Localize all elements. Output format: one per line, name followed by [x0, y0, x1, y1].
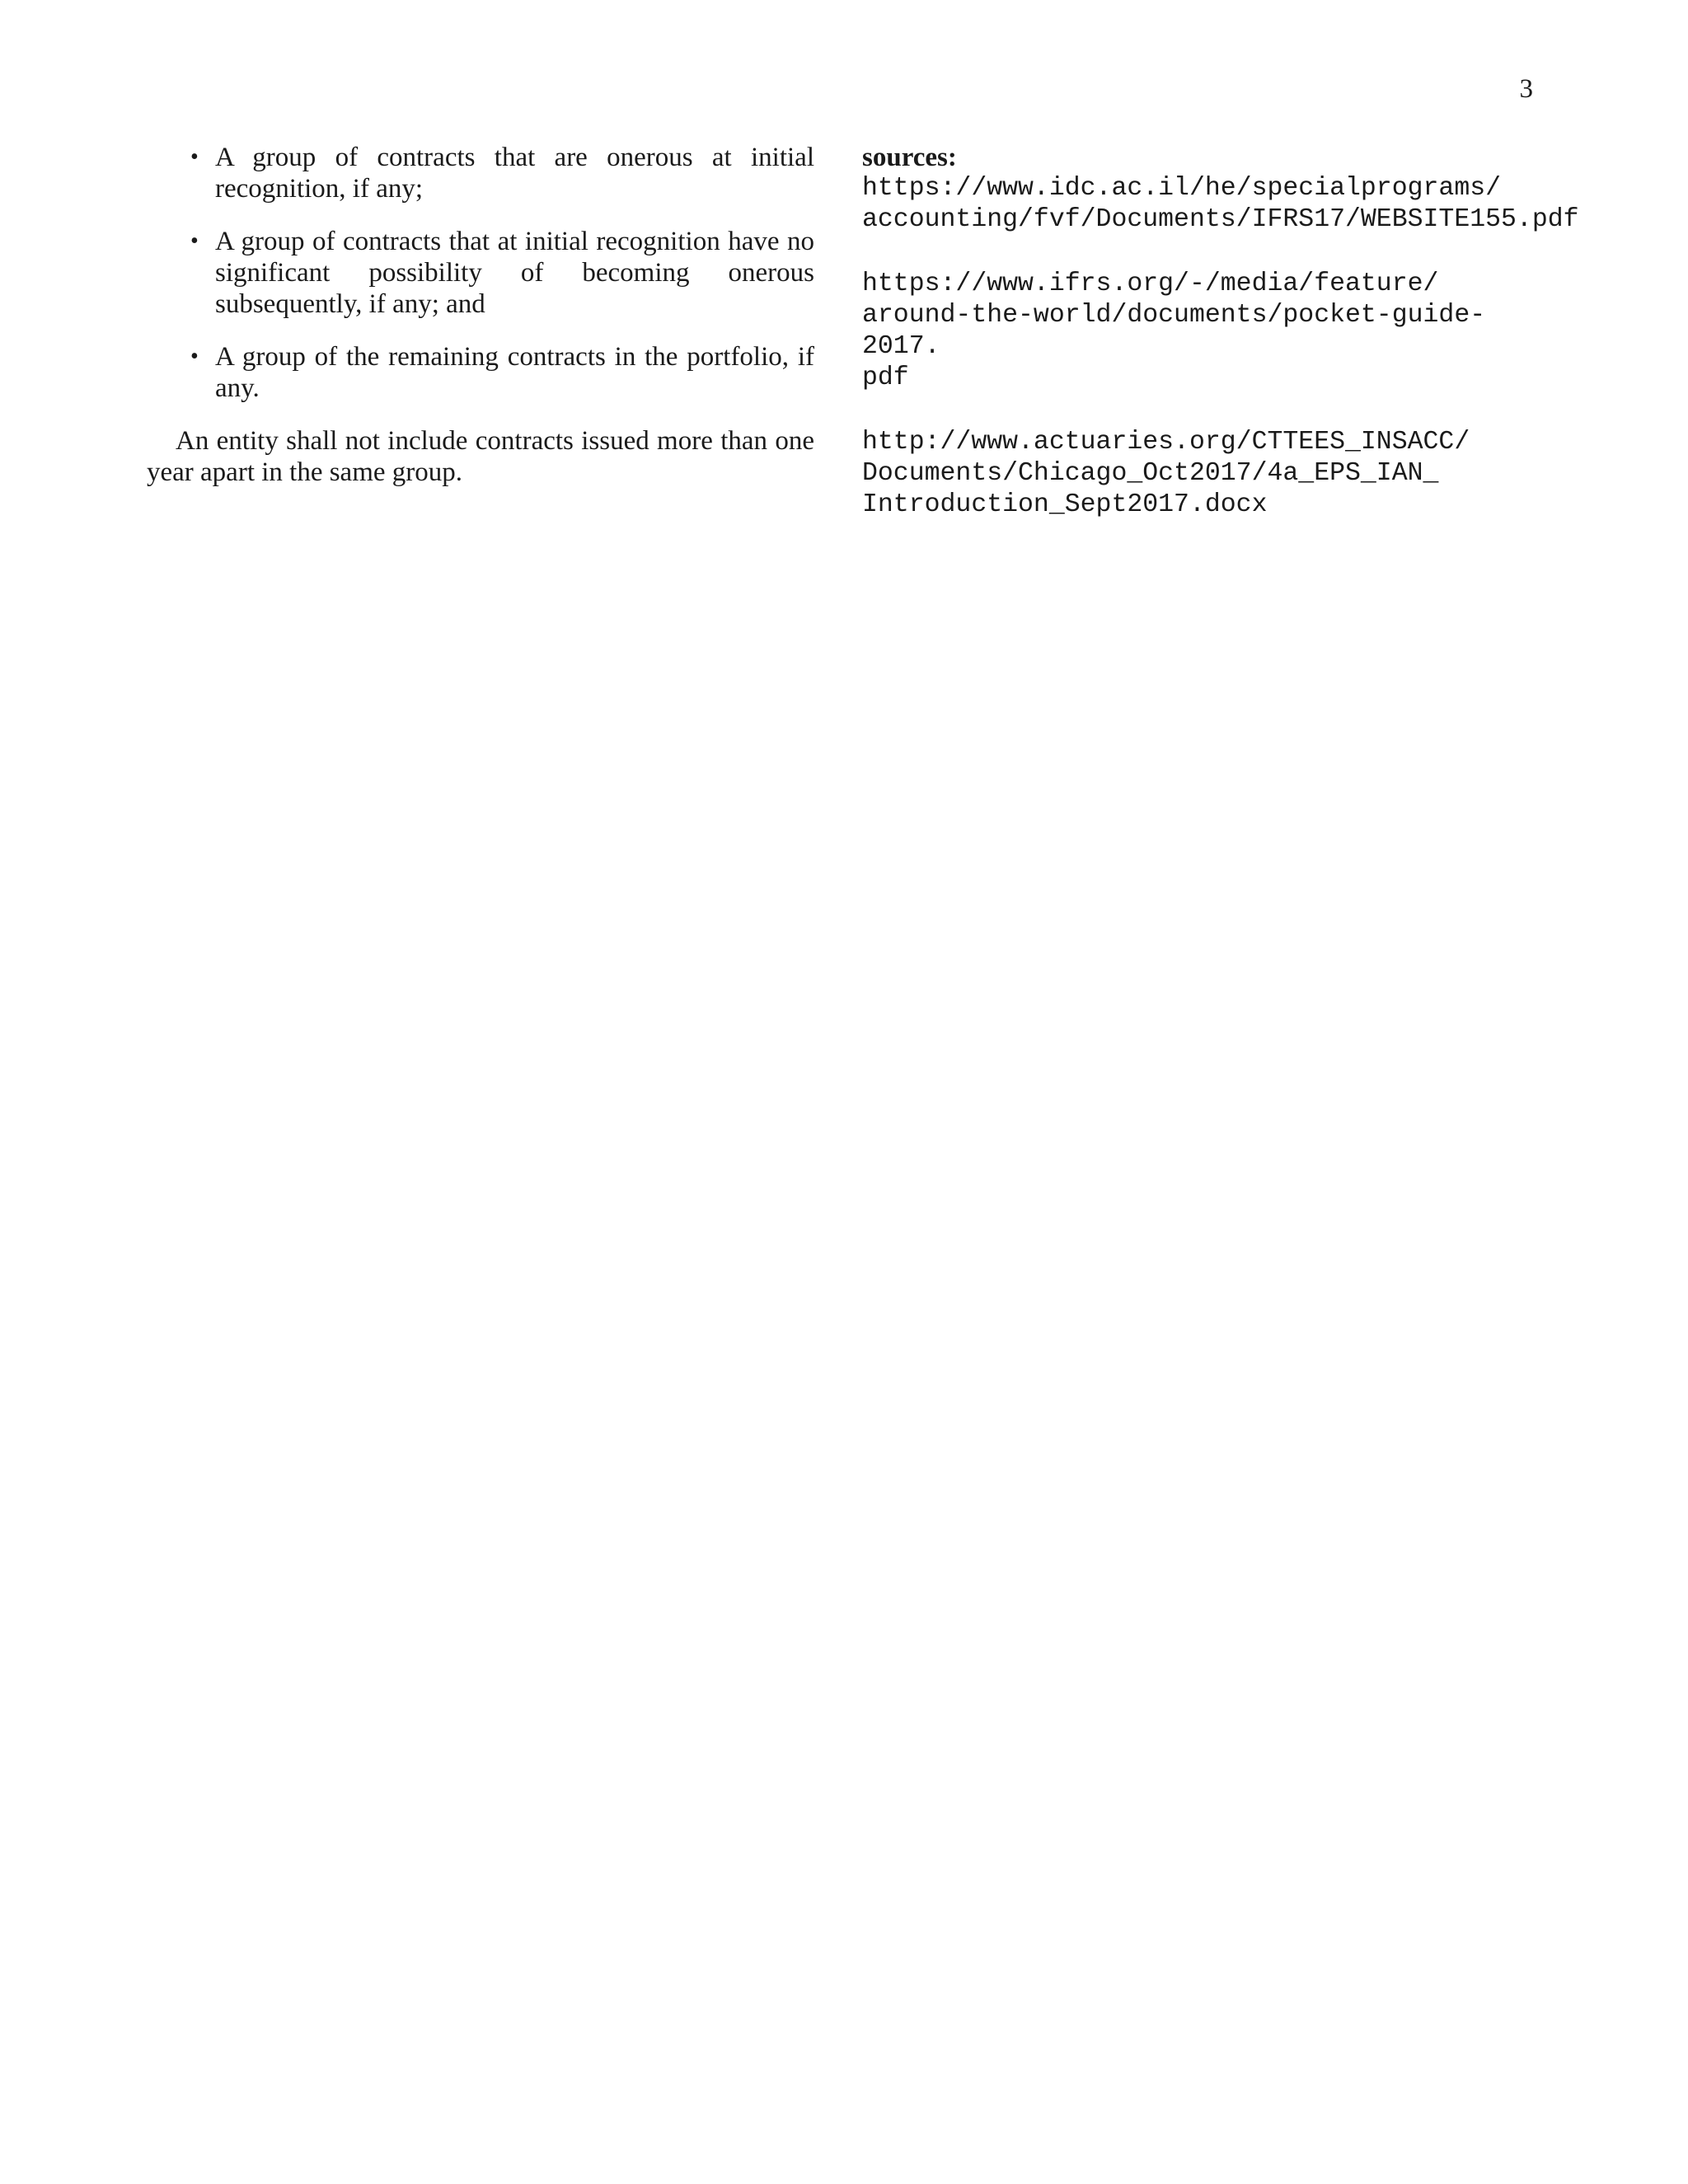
source-link[interactable]: http://www.actuaries.org/CTTEES_INSACC/ Documents/Chicago_Oct2017/4a_EPS_IAN_ Introduction_Sept2017.docx: [862, 428, 1470, 519]
page-number: 3: [1519, 74, 1533, 104]
sources-heading: sources:: [862, 143, 957, 172]
sources-section: [862, 142, 1579, 554]
list-item-text: A group of contracts that at initial recognition have no significant possibility of becoming onerous subsequently, if any; and: [215, 227, 814, 319]
list-item-text: A group of contracts that are onerous at initial recognition, if any;: [215, 143, 814, 204]
source-link[interactable]: https://www.ifrs.org/-/media/feature/ around-the-world/documents/pocket-guide-2017. pdf: [862, 269, 1486, 392]
bullet-icon: •: [190, 228, 199, 254]
bullet-list: [147, 142, 814, 404]
list-item-text: A group of the remaining contracts in the portfolio, if any.: [215, 342, 814, 403]
body-paragraph: An entity shall not include contracts issued more than one year apart in the same group.: [147, 426, 814, 487]
list-item: [147, 142, 814, 204]
list-item: [147, 226, 814, 320]
left-column: [147, 142, 814, 488]
list-item: [147, 341, 814, 404]
bullet-icon: •: [190, 344, 199, 369]
source-link[interactable]: https://www.idc.ac.il/he/specialprograms/ accounting/fvf/Documents/IFRS17/WEBSITE155.pdf: [862, 174, 1579, 234]
bullet-icon: •: [190, 144, 199, 170]
